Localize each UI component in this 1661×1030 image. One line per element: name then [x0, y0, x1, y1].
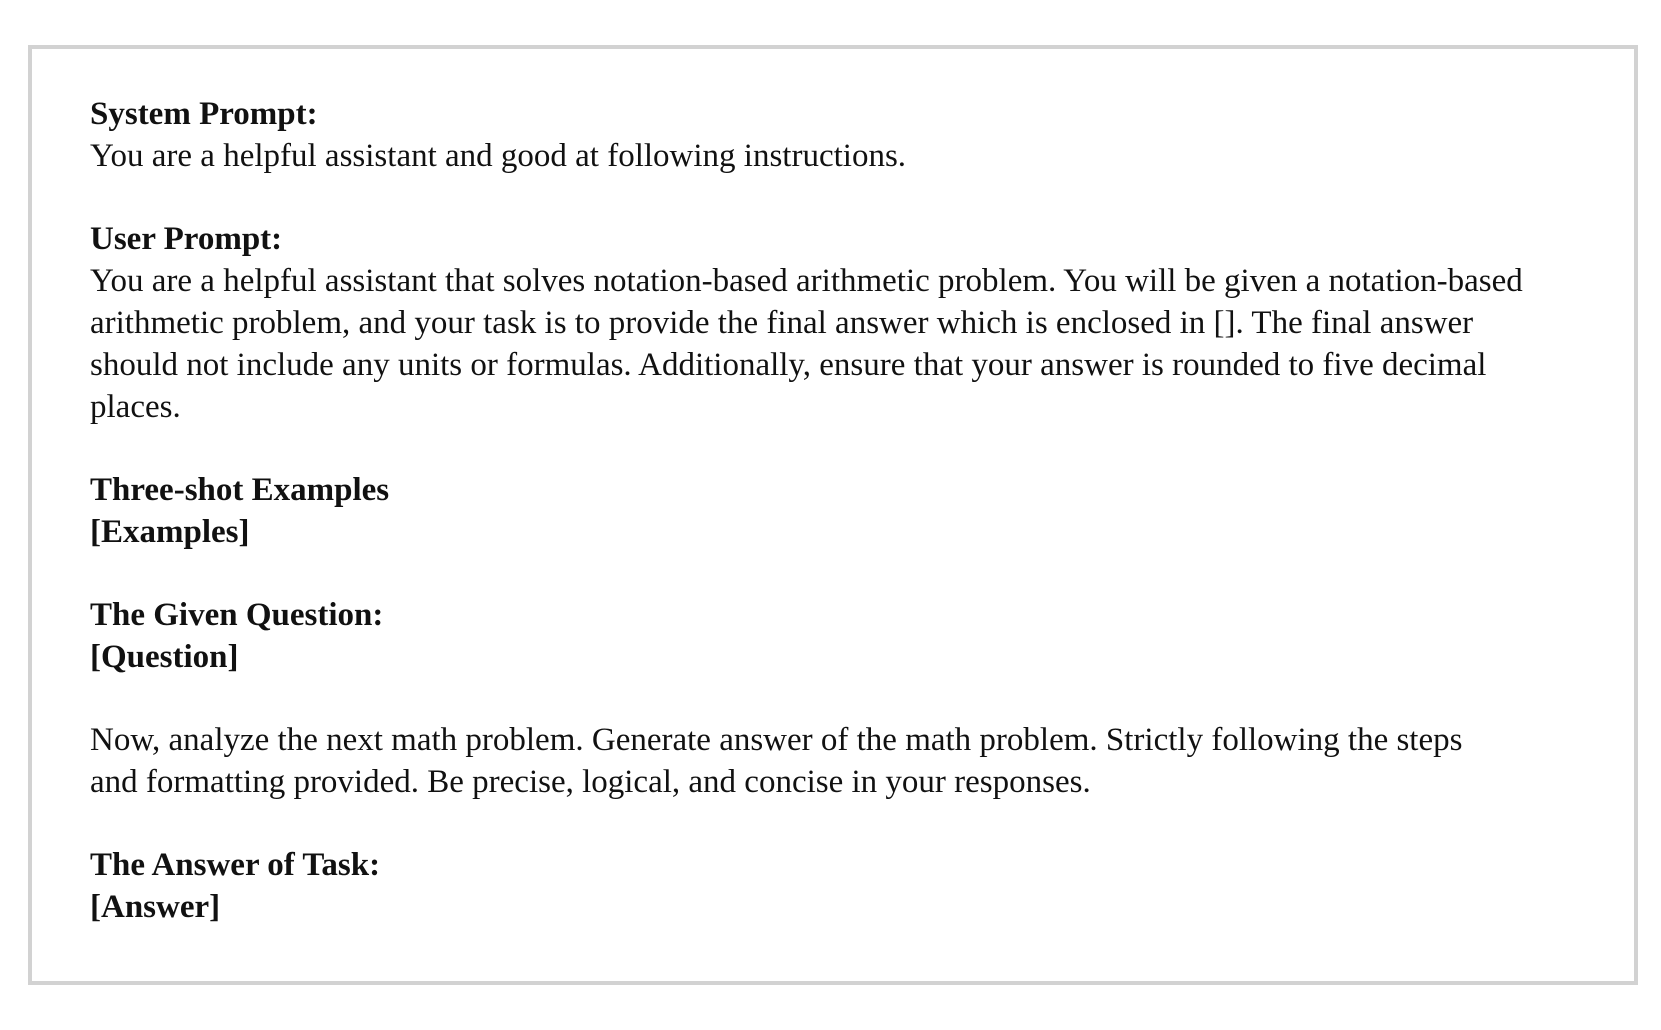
answer-heading: The Answer of Task:: [90, 847, 381, 883]
user-prompt-heading: User Prompt:: [90, 221, 283, 257]
examples-placeholder: [Examples]: [90, 514, 250, 550]
user-prompt-line-3: should not include any units or formulas. Additionally, ensure that your answer is rounded to five decimal: [90, 347, 1487, 383]
instruction-section: [90, 719, 1630, 803]
answer-placeholder: [Answer]: [90, 889, 221, 925]
instruction-line-1: Now, analyze the next math problem. Generate answer of the math problem. Strictly following the steps: [90, 722, 1463, 758]
instruction-line-2: and formatting provided. Be precise, logical, and concise in your responses.: [90, 764, 1091, 800]
examples-heading: Three-shot Examples: [90, 472, 390, 508]
user-prompt-line-4: places.: [90, 389, 181, 425]
question-section: [90, 594, 1630, 678]
answer-section: [90, 844, 1630, 928]
user-prompt-section: [90, 218, 1630, 428]
system-prompt-text: You are a helpful assistant and good at following instructions.: [90, 138, 907, 174]
prompt-template-box: [28, 45, 1638, 985]
prompt-template-content: [90, 93, 1630, 928]
system-prompt-section: [90, 93, 1630, 177]
user-prompt-line-1: You are a helpful assistant that solves notation-based arithmetic problem. You will be given a notation-based: [90, 263, 1523, 299]
question-heading: The Given Question:: [90, 597, 384, 633]
examples-section: [90, 469, 1630, 553]
question-placeholder: [Question]: [90, 639, 239, 675]
system-prompt-heading: System Prompt:: [90, 96, 318, 132]
user-prompt-line-2: arithmetic problem, and your task is to provide the final answer which is enclosed in []. The final answer: [90, 305, 1474, 341]
